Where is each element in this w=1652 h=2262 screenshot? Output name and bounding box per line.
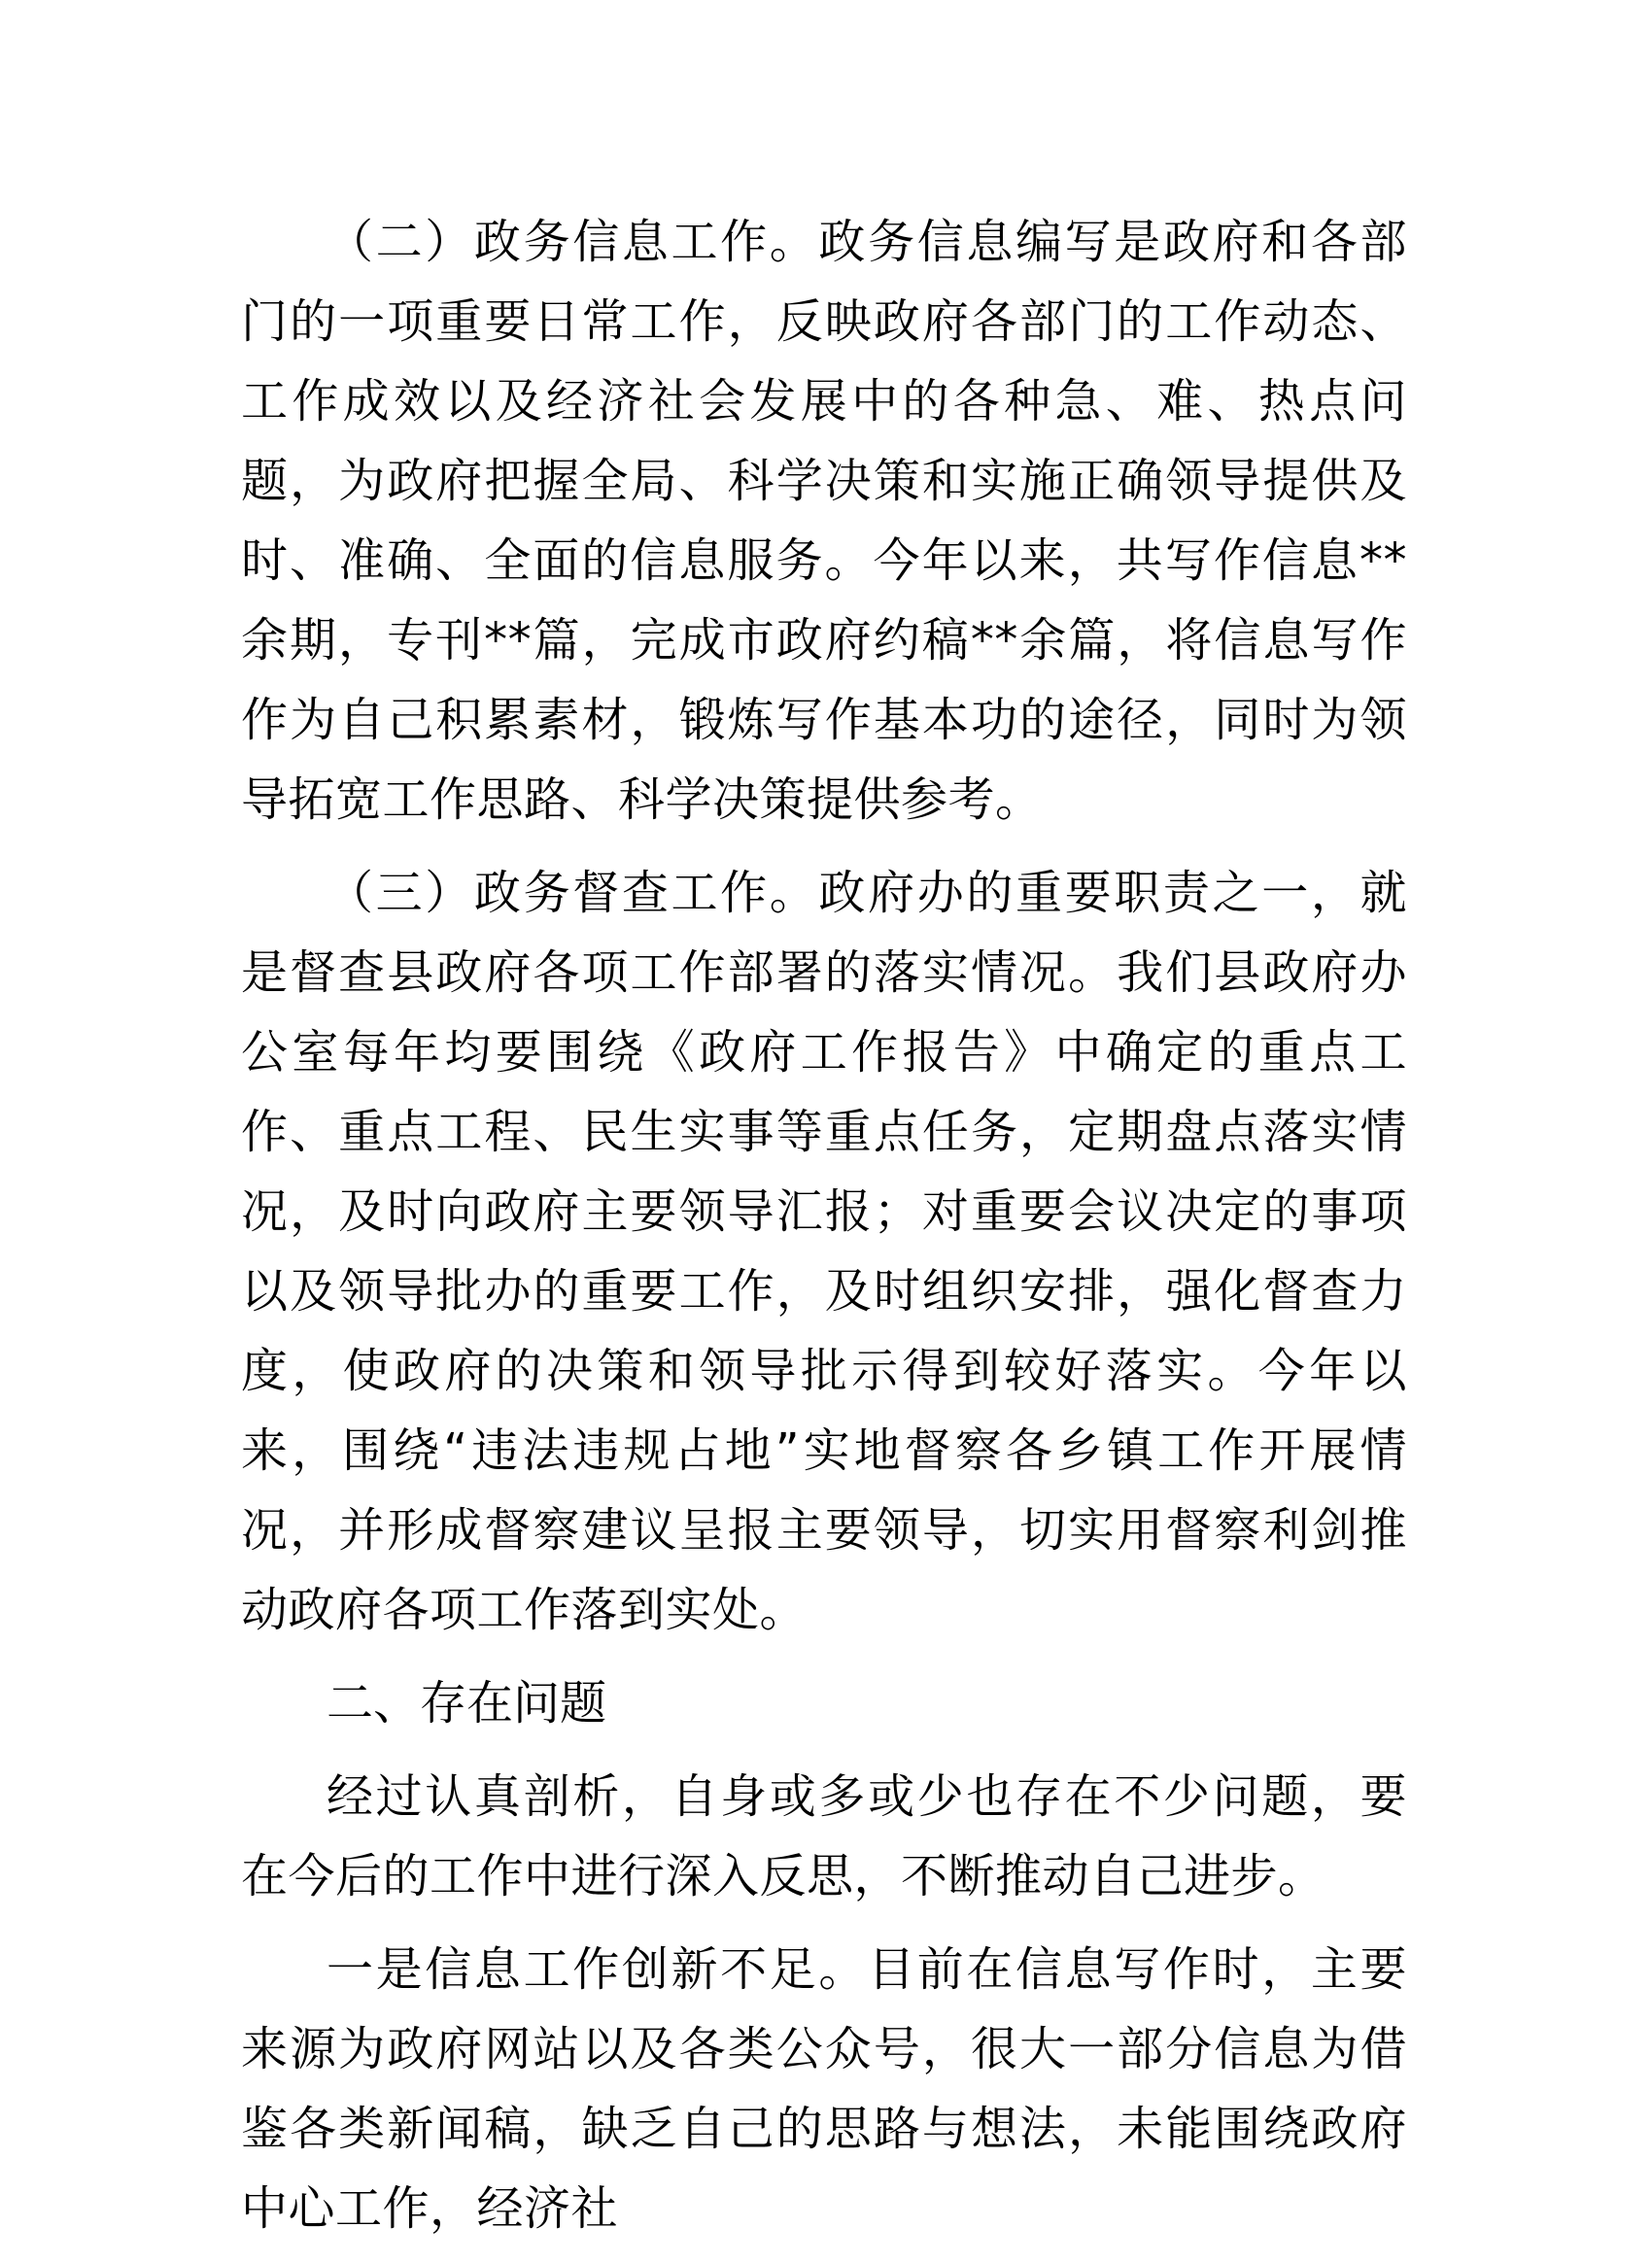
paragraph-government-supervision: （三）政务督查工作。政府办的重要职责之一，就是督查县政府各项工作部署的落实情况。我们县政府办公室每年均要围绕《政府工作报告》中确定的重点工作、重点工程、民生实事等重点任务，定期盘点落实情况，及时向政府主要领导汇报；对重要会议决定的事项以及领导批办的重要工作，及时组织安排，强化督查力度，使政府的决策和领导批示得到较好落实。今年以来，围绕“违法违规占地”实地督察各乡镇工作开展情况，并形成督察建议呈报主要领导，切实用督察利剑推动政府各项工作落到实处。 [241,866,1407,1637]
paragraph-government-information: （二）政务信息工作。政务信息编写是政府和各部门的一项重要日常工作，反映政府各部门的工作动态、工作成效以及经济社会发展中的各种急、难、热点问题，为政府把握全局、科学决策和实施正确领导提供及时、准确、全面的信息服务。今年以来，共写作信息**余期，专刊**篇，完成市政府约稿**余篇，将信息写作作为自己积累素材，锻炼写作基本功的途径，同时为领导拓宽工作思路、科学决策提供参考。 [241,215,1407,827]
paragraph-problems-intro: 经过认真剖析，自身或多或少也存在不少问题，要在今后的工作中进行深入反思，不断推动自己进步。 [241,1769,1407,1903]
paragraph-information-innovation: 一是信息工作创新不足。目前在信息写作时，主要来源为政府网站以及各类公众号，很大一部分信息为借鉴各类新闻稿，缺乏自己的思路与想法，未能围绕政府中心工作，经济社 [241,1942,1407,2236]
section-heading-existing-problems: 二、存在问题 [327,1676,607,1731]
document-page [241,202,1407,2262]
